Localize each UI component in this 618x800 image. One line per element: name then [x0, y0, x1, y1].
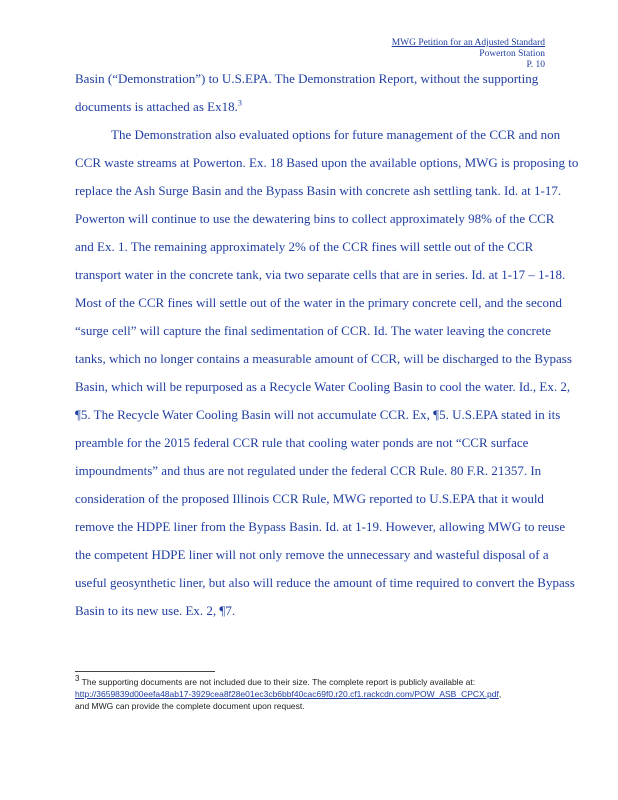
body-line: replace the Ash Surge Basin and the Bypass Basin with concrete ash settling tank. Id. at 1-17.: [75, 183, 562, 198]
body-line: transport water in the concrete tank, via two separate cells that are in series. Id. at 1-17 – 1-18.: [75, 267, 566, 282]
header-title: MWG Petition for an Adjusted Standard: [391, 38, 545, 48]
body-line: Powerton will continue to use the dewatering bins to collect approximately 98% of the CCR: [75, 211, 555, 226]
body-line-text: documents is attached as Ex18.: [75, 99, 238, 114]
body-line: Basin to its new use. Ex. 2, ¶7.: [75, 603, 236, 618]
footnote-report-link[interactable]: http://3659839d00eefa48ab17-3929cea8f28e01ec3cb6bbf40cac69f0.r20.cf1.rackcdn.com/POW_ASB_CPCX.pdf: [75, 689, 499, 699]
footnote-text: [75, 674, 476, 687]
body-line: consideration of the proposed Illinois CCR Rule, MWG reported to U.S.EPA that it would: [75, 491, 544, 506]
header-page-number: P. 10: [526, 60, 545, 70]
body-line: impoundments” and thus are not regulated under the federal CCR Rule. 80 F.R. 21357. In: [75, 463, 542, 478]
footnote-link-line: [75, 689, 501, 699]
body-line: Basin (“Demonstration”) to U.S.EPA. The Demonstration Report, without the supporting: [75, 71, 539, 86]
body-line-indented: The Demonstration also evaluated options for future management of the CCR and non: [111, 127, 561, 142]
footnote-line: The supporting documents are not included due to their size. The complete report is publicly available at:: [81, 677, 476, 687]
body-line: ¶5. The Recycle Water Cooling Basin will not accumulate CCR. Ex, ¶5. U.S.EPA stated in its: [75, 407, 561, 422]
body-line-with-footnote: [75, 99, 242, 114]
body-line: “surge cell” will capture the final sedimentation of CCR. Id. The water leaving the concrete: [75, 323, 552, 338]
footnote-reference: 3: [237, 98, 242, 108]
footnote-separator: [75, 671, 215, 672]
footnote-line: and MWG can provide the complete document upon request.: [75, 701, 305, 711]
body-line: CCR waste streams at Powerton. Ex. 18 Based upon the available options, MWG is proposing to: [75, 155, 579, 170]
body-line: useful geosynthetic liner, but also will reduce the amount of time required to convert the Bypass: [75, 575, 575, 590]
footnote-marker: 3: [75, 674, 80, 684]
body-line: remove the HDPE liner from the Bypass Basin. Id. at 1-19. However, allowing MWG to reuse: [75, 519, 566, 534]
header-station: Powerton Station: [479, 49, 545, 59]
body-line: and Ex. 1. The remaining approximately 2% of the CCR fines will settle out of the CCR: [75, 239, 534, 254]
body-line: the competent HDPE liner will not only remove the unnecessary and wasteful disposal of a: [75, 547, 549, 562]
body-line: tanks, which no longer contains a measurable amount of CCR, will be discharged to the Bypass: [75, 351, 572, 366]
body-line: preamble for the 2015 federal CCR rule that cooling water ponds are not “CCR surface: [75, 435, 529, 450]
body-line: Most of the CCR fines will settle out of the water in the primary concrete cell, and the second: [75, 295, 563, 310]
footnote-link-suffix: ,: [498, 689, 502, 699]
body-line: Basin, which will be repurposed as a Recycle Water Cooling Basin to cool the water. Id., Ex. 2,: [75, 379, 571, 394]
